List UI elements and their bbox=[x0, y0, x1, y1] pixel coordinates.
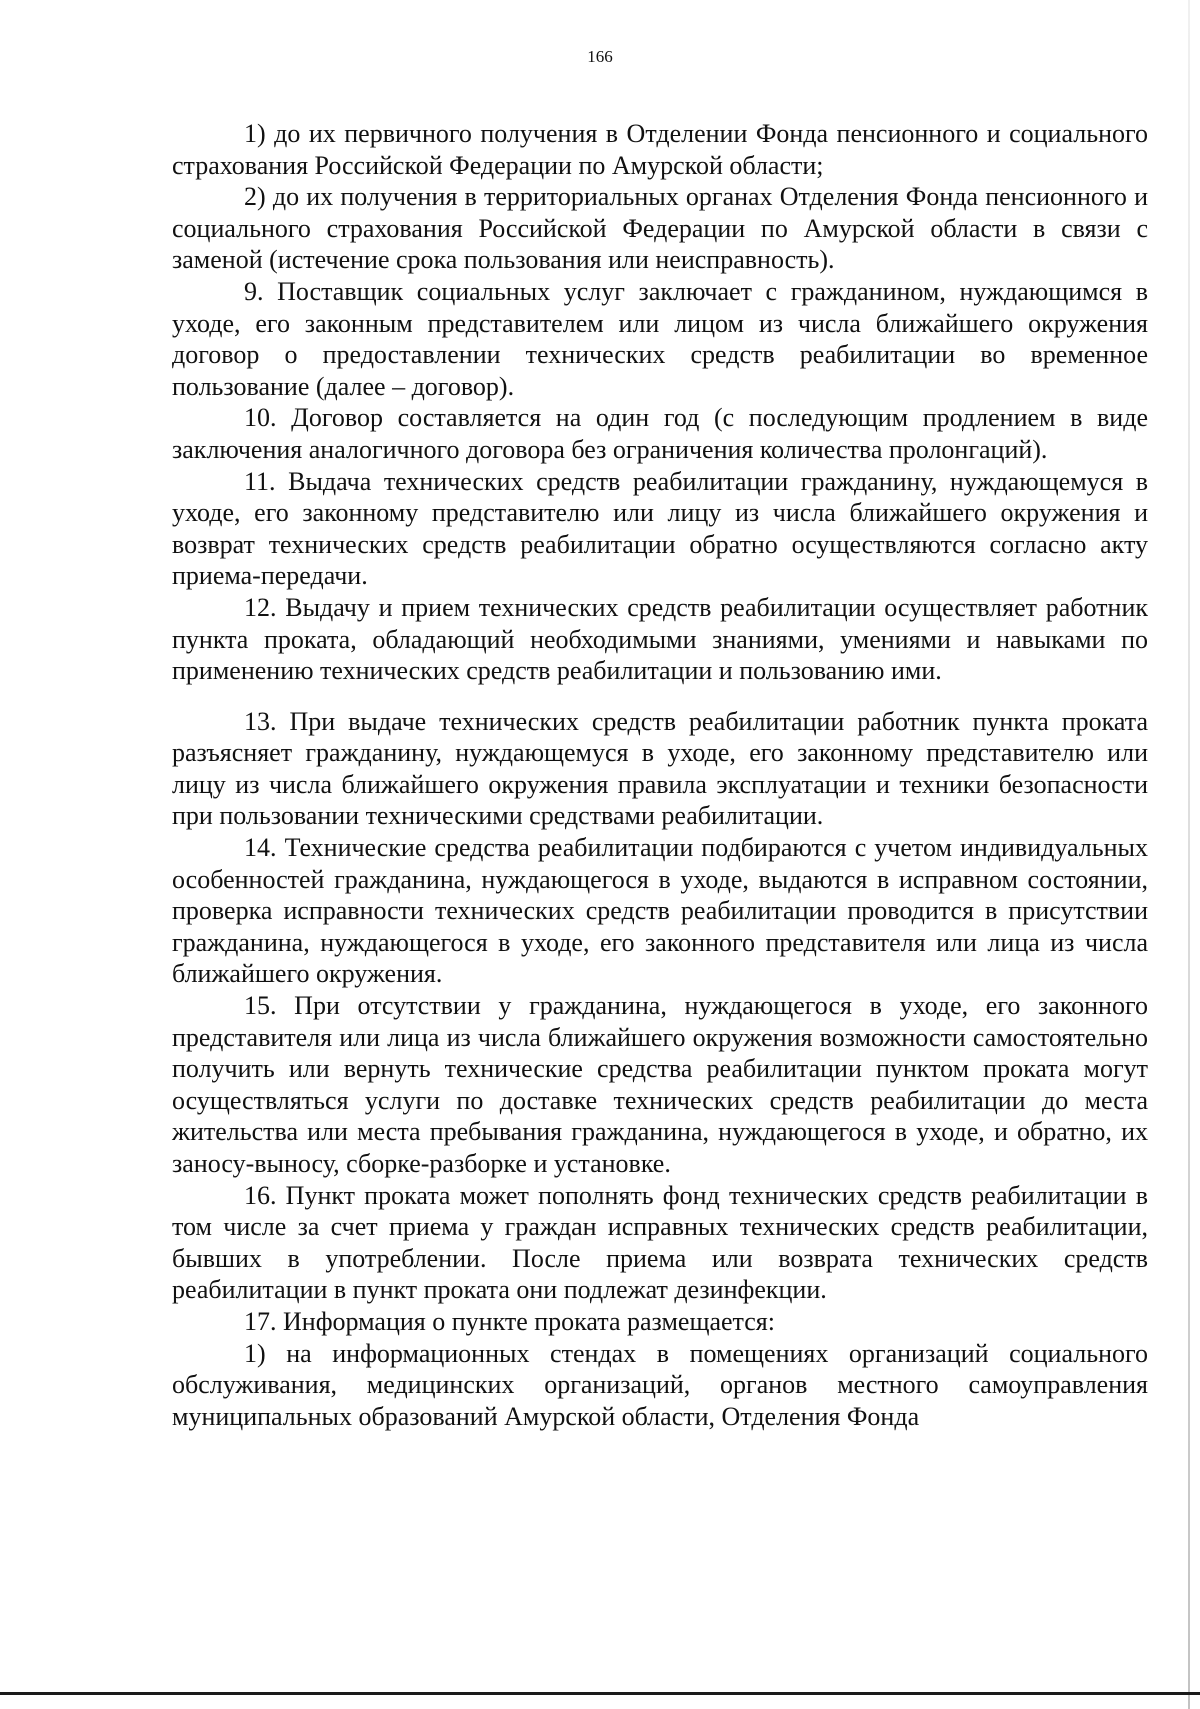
paragraph-13: 13. При выдаче технических средств реабилитации работник пункта проката разъясняет гражданину, нуждающемуся в уходе, его законному представителю или лицу из числа ближайшего окружения правила эксплуатации и техники безопасности при пользовании техническими средствами реабилитации. bbox=[172, 706, 1148, 831]
page-number: 166 bbox=[587, 47, 613, 66]
paragraph-10: 10. Договор составляется на один год (с последующим продлением в виде заключения аналогичного договора без ограничения количества пролонгаций). bbox=[172, 403, 1148, 464]
paragraph-9: 9. Поставщик социальных услуг заключает с гражданином, нуждающимся в уходе, его законным представителем или лицом из числа ближайшего окружения договор о предоставлении технических средств реабилитации во временное пользование (далее – договор). bbox=[172, 276, 1148, 401]
paragraph-11: 11. Выдача технических средств реабилитации гражданину, нуждающемуся в уходе, его законному представителю или лицу из числа ближайшего окружения и возврат технических средств реабилитации обратно осуществляются согласно акту приема-передачи. bbox=[172, 466, 1148, 591]
scan-edge-right bbox=[1188, 0, 1190, 1709]
paragraph-1-2: 2) до их получения в территориальных органах Отделения Фонда пенсионного и социального страхования Российской Федерации по Амурской области в связи с заменой (истечение срока пользования или неисправность). bbox=[172, 182, 1148, 275]
paragraph-16: 16. Пункт проката может пополнять фонд технических средств реабилитации в том числе за счет приема у граждан исправных технических средств реабилитации, бывших в употреблении. После приема или возврата технических средств реабилитации в пункт проката они подлежат дезинфекции. bbox=[172, 1180, 1148, 1305]
paragraph-15: 15. При отсутствии у гражданина, нуждающегося в уходе, его законного представителя или лица из числа ближайшего окружения возможности самостоятельно получить или вернуть технические средства реабилитации пунктом проката могут осуществляться услуги по доставке технических средств реабилитации до места жительства или места пребывания гражданина, нуждающегося в уходе, и обратно, их заносу-выносу, сборке-разборке и установке. bbox=[172, 991, 1148, 1178]
paragraph-12: 12. Выдачу и прием технических средств реабилитации осуществляет работник пункта проката, обладающий необходимыми знаниями, умениями и навыками по применению технических средств реабилитации и пользованию ими. bbox=[172, 592, 1148, 686]
document-body bbox=[172, 118, 1148, 1432]
scan-edge-bottom bbox=[0, 1692, 1200, 1695]
paragraph-17: 17. Информация о пункте проката размещается: bbox=[244, 1306, 775, 1336]
paragraph-17-1: 1) на информационных стендах в помещениях организаций социального обслуживания, медицинских организаций, органов местного самоуправления муниципальных образований Амурской области, Отделения Фонда bbox=[172, 1338, 1148, 1431]
paragraph-14: 14. Технические средства реабилитации подбираются с учетом индивидуальных особенностей гражданина, нуждающегося в уходе, выдаются в исправном состоянии, проверка исправности технических средств реабилитации проводится в присутствии гражданина, нуждающегося в уходе, его законного представителя или лица из числа ближайшего окружения. bbox=[172, 833, 1148, 989]
paragraph-1-1: 1) до их первичного получения в Отделении Фонда пенсионного и социального страхования Российской Федерации по Амурской области; bbox=[172, 119, 1148, 180]
